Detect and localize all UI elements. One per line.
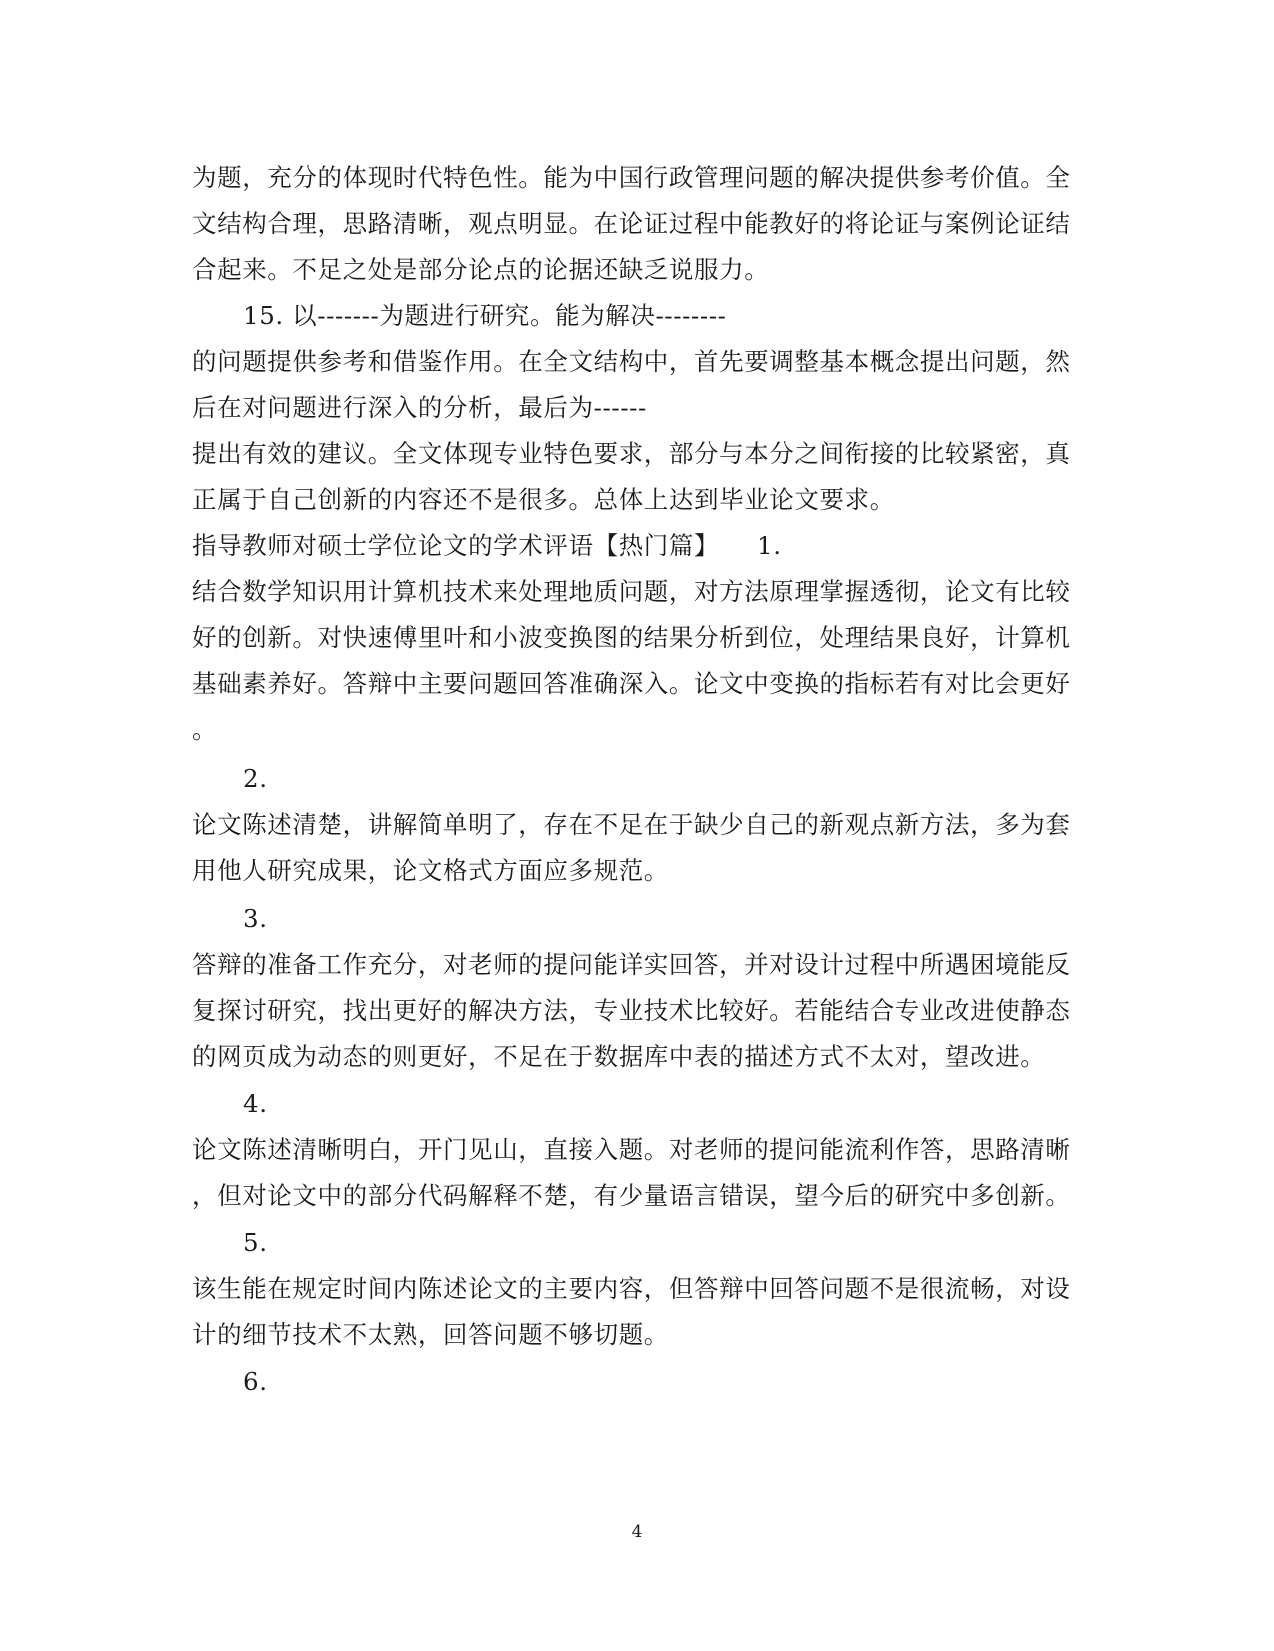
text-line: 的网页成为动态的则更好，不足在于数据库中表的描述方式不太对，望改进。 [192, 1042, 1046, 1071]
text-line: 答辩的准备工作充分，对老师的提问能详实回答，并对设计过程中所遇困境能反 [192, 950, 1071, 979]
text-line: 该生能在规定时间内陈述论文的主要内容，但答辩中回答问题不是很流畅，对设 [192, 1274, 1071, 1303]
text-line: 文结构合理，思路清晰，观点明显。在论证过程中能教好的将论证与案例论证结 [192, 209, 1071, 238]
text-line: 后在对问题进行深入的分析，最后为------ [192, 393, 647, 422]
list-item-number: 5. [243, 1228, 268, 1257]
list-item-number: 3. [243, 904, 268, 933]
text-line: 提出有效的建议。全文体现专业特色要求，部分与本分之间衔接的比较紧密，真 [192, 439, 1071, 468]
text-line: 结合数学知识用计算机技术来处理地质问题，对方法原理掌握透彻，论文有比较 [192, 577, 1071, 606]
text-line: 的问题提供参考和借鉴作用。在全文结构中，首先要调整基本概念提出问题，然 [192, 347, 1071, 376]
text-line: 用他人研究成果，论文格式方面应多规范。 [192, 856, 669, 885]
text-line: 复探讨研究，找出更好的解决方法，专业技术比较好。若能结合专业改进使静态 [192, 996, 1071, 1025]
text-line: 计的细节技术不太熟，回答问题不够切题。 [192, 1320, 669, 1349]
text-line: 论文陈述清晰明白，开门见山，直接入题。对老师的提问能流利作答，思路清晰 [192, 1135, 1071, 1164]
text-line: 论文陈述清楚，讲解简单明了，存在不足在于缺少自己的新观点新方法，多为套 [192, 810, 1071, 839]
list-item-number: 6. [243, 1367, 268, 1396]
text-line: 基础素养好。答辩中主要问题回答准确深入。论文中变换的指标若有对比会更好 [192, 669, 1071, 698]
text-line: 合起来。不足之处是部分论点的论据还缺乏说服力。 [192, 255, 770, 284]
text-line: ，但对论文中的部分代码解释不楚，有少量语言错误，望今后的研究中多创新。 [192, 1181, 1071, 1210]
list-item-number: 2. [243, 764, 268, 793]
text-line: 正属于自己创新的内容还不是很多。总体上达到毕业论文要求。 [192, 485, 895, 514]
page-number: 4 [631, 1522, 643, 1542]
list-item-number: 4. [243, 1089, 268, 1118]
text-line: 好的创新。对快速傅里叶和小波变换图的结果分析到位，处理结果良好，计算机 [192, 623, 1071, 652]
section-heading: 指导教师对硕士学位论文的学术评语【热门篇】 1. [192, 531, 782, 560]
list-item-number-line: 15. 以-------为题进行研究。能为解决-------- [243, 301, 727, 330]
text-line: 。 [192, 715, 218, 744]
text-line: 为题，充分的体现时代特色性。能为中国行政管理问题的解决提供参考价值。全 [192, 163, 1071, 192]
